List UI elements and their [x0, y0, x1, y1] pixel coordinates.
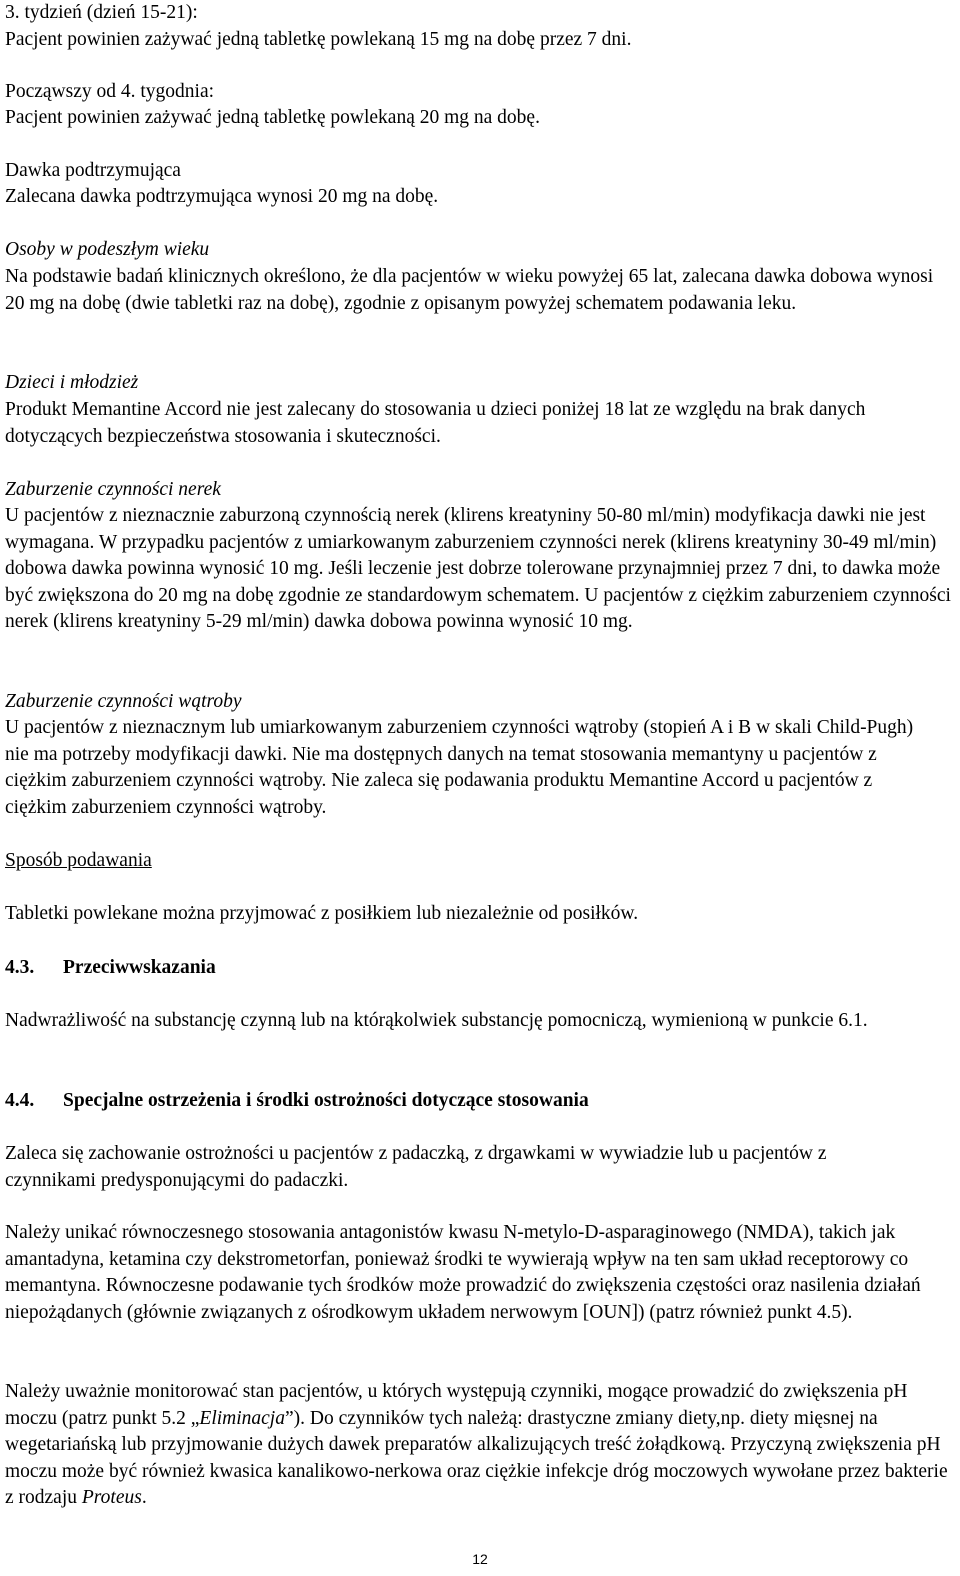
- section-4-4-para-1: Zaleca się zachowanie ostrożności u pacjentów z padaczką, z drgawkami w wywiadzie lub u pacjentów z czynnikami predysponującymi do padaczki.: [5, 1143, 827, 1191]
- section-title: Specjalne ostrzeżenia i środki ostrożności dotyczące stosowania: [63, 1090, 589, 1111]
- children-text: Produkt Memantine Accord nie jest zalecany do stosowania u dzieci poniżej 18 lat ze względu na brak danych dotyczących bezpieczeństwa stosowania i skuteczności.: [5, 399, 866, 447]
- section-4-4-heading: [5, 1088, 589, 1115]
- renal-heading: Zaburzenie czynności nerek: [5, 479, 221, 500]
- administration-heading: Sposób podawania: [5, 850, 152, 871]
- para-3-text-a: Należy uważnie monitorować stan pacjentów, u których występują czynniki, mogące prowadzić do zwiększenia pH moczu (patrz punkt 5.2: [5, 1381, 908, 1429]
- maintenance-text: Zalecana dawka podtrzymująca wynosi 20 mg na dobę.: [5, 186, 439, 207]
- section-number: 4.3.: [5, 957, 35, 978]
- section-4-4-para-3: [5, 1379, 955, 1512]
- section-4-4-para-2: Należy unikać równoczesnego stosowania antagonistów kwasu N-metylo-D-asparaginowego (NMDA), takich jak amantadyna, ketamina czy dekstrometorfan, ponieważ środki te wywierają wpływ na ten sam układ receptorowy co memantyna. Równoczesne podawanie tych środków może prowadzić do zwiększenia częstości oraz nasilenia działań niepożądanych (głównie związanych z ośrodkowym układem nerwowym [OUN]) (patrz również punkt 4.5).: [5, 1222, 921, 1323]
- section-4-3-heading: [5, 955, 216, 982]
- hepatic-text: U pacjentów z nieznacznym lub umiarkowanym zaburzeniem czynności wątroby (stopień A i B w skali Child-Pugh) nie ma potrzeby modyfikacji dawki. Nie ma dostępnych danych na temat stosowania memantyny u pacjentów z ciężkim zaburzeniem czynności wątroby. Nie zaleca się podawania produktu Memantine Accord u pacjentów z ciężkim zaburzeniem czynności wątroby.: [5, 717, 914, 818]
- administration-text: Tabletki powlekane można przyjmować z posiłkiem lub niezależnie od posiłków.: [5, 903, 639, 924]
- children-heading: Dzieci i młodzież: [5, 372, 139, 393]
- elderly-heading: Osoby w podeszłym wieku: [5, 239, 210, 260]
- para-3-text-b: ). Do czynników tych należą: drastyczne zmiany diety,np. diety mięsnej na wegetariańską lub przyjmowanie dużych dawek preparatów alkalizujących treść żołądkową. Przyczyną zwiększenia pH moczu może być również kwasica kanalikowo-nerkowa oraz ciężkie infekcje dróg moczowych wywołane przez bakterie z rodzaju: [5, 1407, 948, 1509]
- week3-label: 3. tydzień (dzień 15-21):: [5, 2, 198, 23]
- week4-text: Pacjent powinien zażywać jedną tabletkę powlekaną 20 mg na dobę.: [5, 107, 540, 128]
- week3-text: Pacjent powinien zażywać jedną tabletkę powlekaną 15 mg na dobę przez 7 dni.: [5, 29, 632, 50]
- section-title: Przeciwwskazania: [63, 957, 216, 978]
- elderly-text: Na podstawie badań klinicznych określono, że dla pacjentów w wieku powyżej 65 lat, zalecana dawka dobowa wynosi 20 mg na dobę (dwie tabletki raz na dobę), zgodnie z opisanym powyżej schematem podawania leku.: [5, 266, 934, 314]
- section-4-3-text: Nadwrażliwość na substancję czynną lub na którąkolwiek substancję pomocniczą, wymienioną w punkcie 6.1.: [5, 1010, 868, 1031]
- quote-open: „: [190, 1407, 200, 1429]
- eliminacja-reference: Eliminacja: [199, 1407, 285, 1429]
- section-number: 4.4.: [5, 1090, 35, 1111]
- proteus-genus: Proteus: [81, 1487, 142, 1509]
- para-3-end: .: [141, 1487, 147, 1509]
- page-number: 12: [472, 1551, 488, 1567]
- quote-close: ”: [284, 1407, 294, 1429]
- hepatic-heading: Zaburzenie czynności wątroby: [5, 691, 242, 712]
- week4-label: Począwszy od 4. tygodnia:: [5, 81, 215, 102]
- maintenance-label: Dawka podtrzymująca: [5, 160, 181, 181]
- renal-text: U pacjentów z nieznacznie zaburzoną czynnością nerek (klirens kreatyniny 50-80 ml/min) modyfikacja dawki nie jest wymagana. W przypadku pacjentów z umiarkowanym zaburzeniem czynności nerek (klirens kreatyniny 30-49 ml/min) dobowa dawka powinna wynosić 10 mg. Jeśli leczenie jest dobrze tolerowane przynajmniej przez 7 dni, to dawka może być zwiększona do 20 mg na dobę zgodnie ze standardowym schematem. U pacjentów z ciężkim zaburzeniem czynności nerek (klirens kreatyniny 5-29 ml/min) dawka dobowa powinna wynosić 10 mg.: [5, 505, 951, 633]
